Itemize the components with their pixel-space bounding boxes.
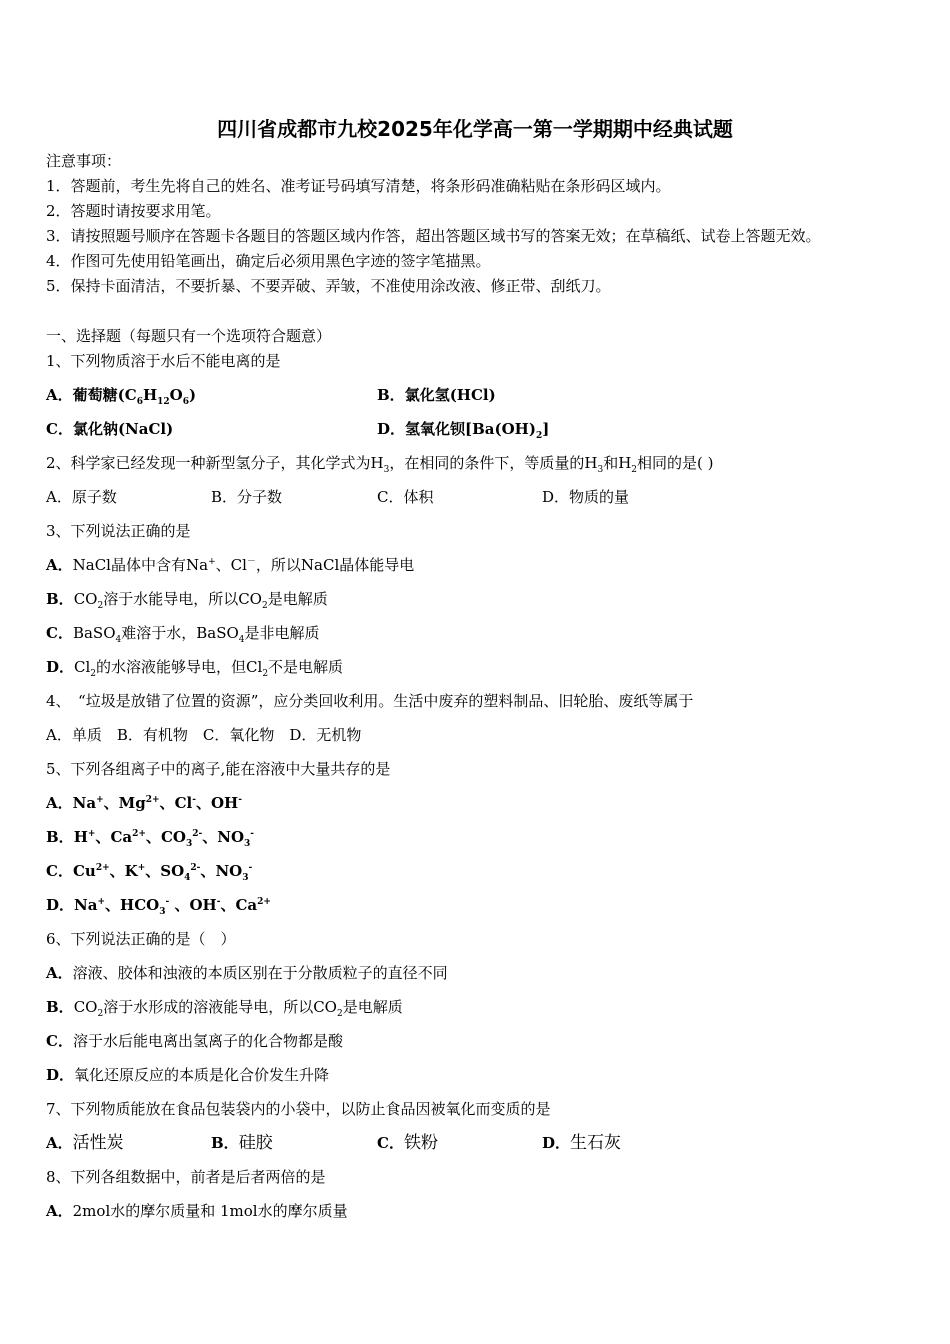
question-5-option-c: C．$Cu^{2+}$、K+、$SO_4^{2-}$、$NO_3^-$ bbox=[46, 862, 253, 883]
notes-heading: 注意事项： bbox=[46, 152, 122, 170]
option-a: A．葡萄糖$(C_6H_{12}O_6)$ bbox=[46, 386, 197, 407]
option-a: A．原子数 bbox=[46, 488, 117, 506]
question-6-option-c: C．溶于水后能电离出氢离子的化合物都是酸 bbox=[46, 1032, 343, 1050]
question-7-options bbox=[46, 1133, 926, 1155]
question-1-stem: 1、下列物质溶于水后不能电离的是 bbox=[46, 352, 281, 370]
question-3-option-a: A．NaCl晶体中含有Na+、Cl－，所以NaCl晶体能导电 bbox=[46, 556, 415, 574]
section-heading: 一、选择题（每题只有一个选项符合题意） bbox=[46, 327, 332, 345]
option-c: C．氯化钠(NaCl) bbox=[46, 420, 174, 438]
option-c: C．铁粉 bbox=[377, 1133, 438, 1153]
question-6-option-b: B．$CO_2$溶于水形成的溶液能导电，所以$CO_2$是电解质 bbox=[46, 998, 403, 1019]
question-3-stem: 3、下列说法正确的是 bbox=[46, 522, 191, 540]
question-3-option-b: B．$CO_2$溶于水能导电，所以$CO_2$是电解质 bbox=[46, 590, 328, 611]
note-item: 3．请按照题号顺序在答题卡各题目的答题区域内作答，超出答题区域书写的答案无效；在草稿纸、试卷上答题无效。 bbox=[46, 227, 821, 245]
option-b: B．分子数 bbox=[211, 488, 283, 506]
option-b: B．硅胶 bbox=[211, 1133, 273, 1153]
note-item: 2．答题时请按要求用笔。 bbox=[46, 202, 221, 220]
question-4-options: A．单质 B．有机物 C．氧化物 D．无机物 bbox=[46, 726, 362, 744]
question-4-stem: 4、 “垃圾是放错了位置的资源”，应分类回收利用。生活中废弃的塑料制品、旧轮胎、废纸等属于 bbox=[46, 692, 694, 710]
option-d: D．生石灰 bbox=[542, 1133, 622, 1153]
question-3-option-d: D．$Cl_2$的水溶液能够导电，但$Cl_2$不是电解质 bbox=[46, 658, 344, 679]
question-8-stem: 8、下列各组数据中，前者是后者两倍的是 bbox=[46, 1168, 326, 1186]
question-2-stem: 2、科学家已经发现一种新型氢分子，其化学式为$H_3$，在相同的条件下，等质量的$H_3$和$H_2$相同的是( ) bbox=[46, 454, 714, 475]
question-5-option-a: A．Na+、$Mg^{2+}$、Cl-、OH- bbox=[46, 794, 242, 812]
page-title: 四川省成都市九校2025年化学高一第一学期期中经典试题 bbox=[217, 117, 733, 141]
question-2-options bbox=[46, 487, 926, 507]
option-d: D．氢氧化钡$[Ba(OH)_2]$ bbox=[377, 420, 550, 441]
question-5-option-d: D．Na+、$HCO_3^-$ 、OH-、$Ca^{2+}$ bbox=[46, 896, 271, 917]
option-a: A．活性炭 bbox=[46, 1133, 124, 1153]
question-1-options-row1 bbox=[46, 385, 926, 405]
question-6-stem: 6、下列说法正确的是（ ） bbox=[46, 930, 236, 948]
note-item: 1．答题前，考生先将自己的姓名、准考证号码填写清楚，将条形码准确粘贴在条形码区域内。 bbox=[46, 177, 671, 195]
question-6-option-d: D．氧化还原反应的本质是化合价发生升降 bbox=[46, 1066, 330, 1084]
option-c: C．体积 bbox=[377, 488, 434, 506]
note-item: 5．保持卡面清洁，不要折暴、不要弄破、弄皱，不准使用涂改液、修正带、刮纸刀。 bbox=[46, 277, 611, 295]
question-1-options-row2 bbox=[46, 419, 926, 439]
option-b: B．氯化氢(HCl) bbox=[377, 386, 496, 404]
question-5-stem: 5、下列各组离子中的离子,能在溶液中大量共存的是 bbox=[46, 760, 391, 778]
question-7-stem: 7、下列物质能放在食品包装袋内的小袋中，以防止食品因被氧化而变质的是 bbox=[46, 1100, 551, 1118]
note-item: 4．作图可先使用铅笔画出，确定后必须用黑色字迹的签字笔描黑。 bbox=[46, 252, 491, 270]
option-d: D．物质的量 bbox=[542, 488, 630, 506]
question-8-option-a: A．2mol水的摩尔质量和 1mol水的摩尔质量 bbox=[46, 1202, 348, 1220]
question-3-option-c: C．BaSO$_4$难溶于水，BaSO$_4$是非电解质 bbox=[46, 624, 320, 645]
question-6-option-a: A．溶液、胶体和浊液的本质区别在于分散质粒子的直径不同 bbox=[46, 964, 448, 982]
question-5-option-b: B．H+、$Ca^{2+}$、$CO_3^{2-}$、$NO_3^-$ bbox=[46, 828, 255, 849]
